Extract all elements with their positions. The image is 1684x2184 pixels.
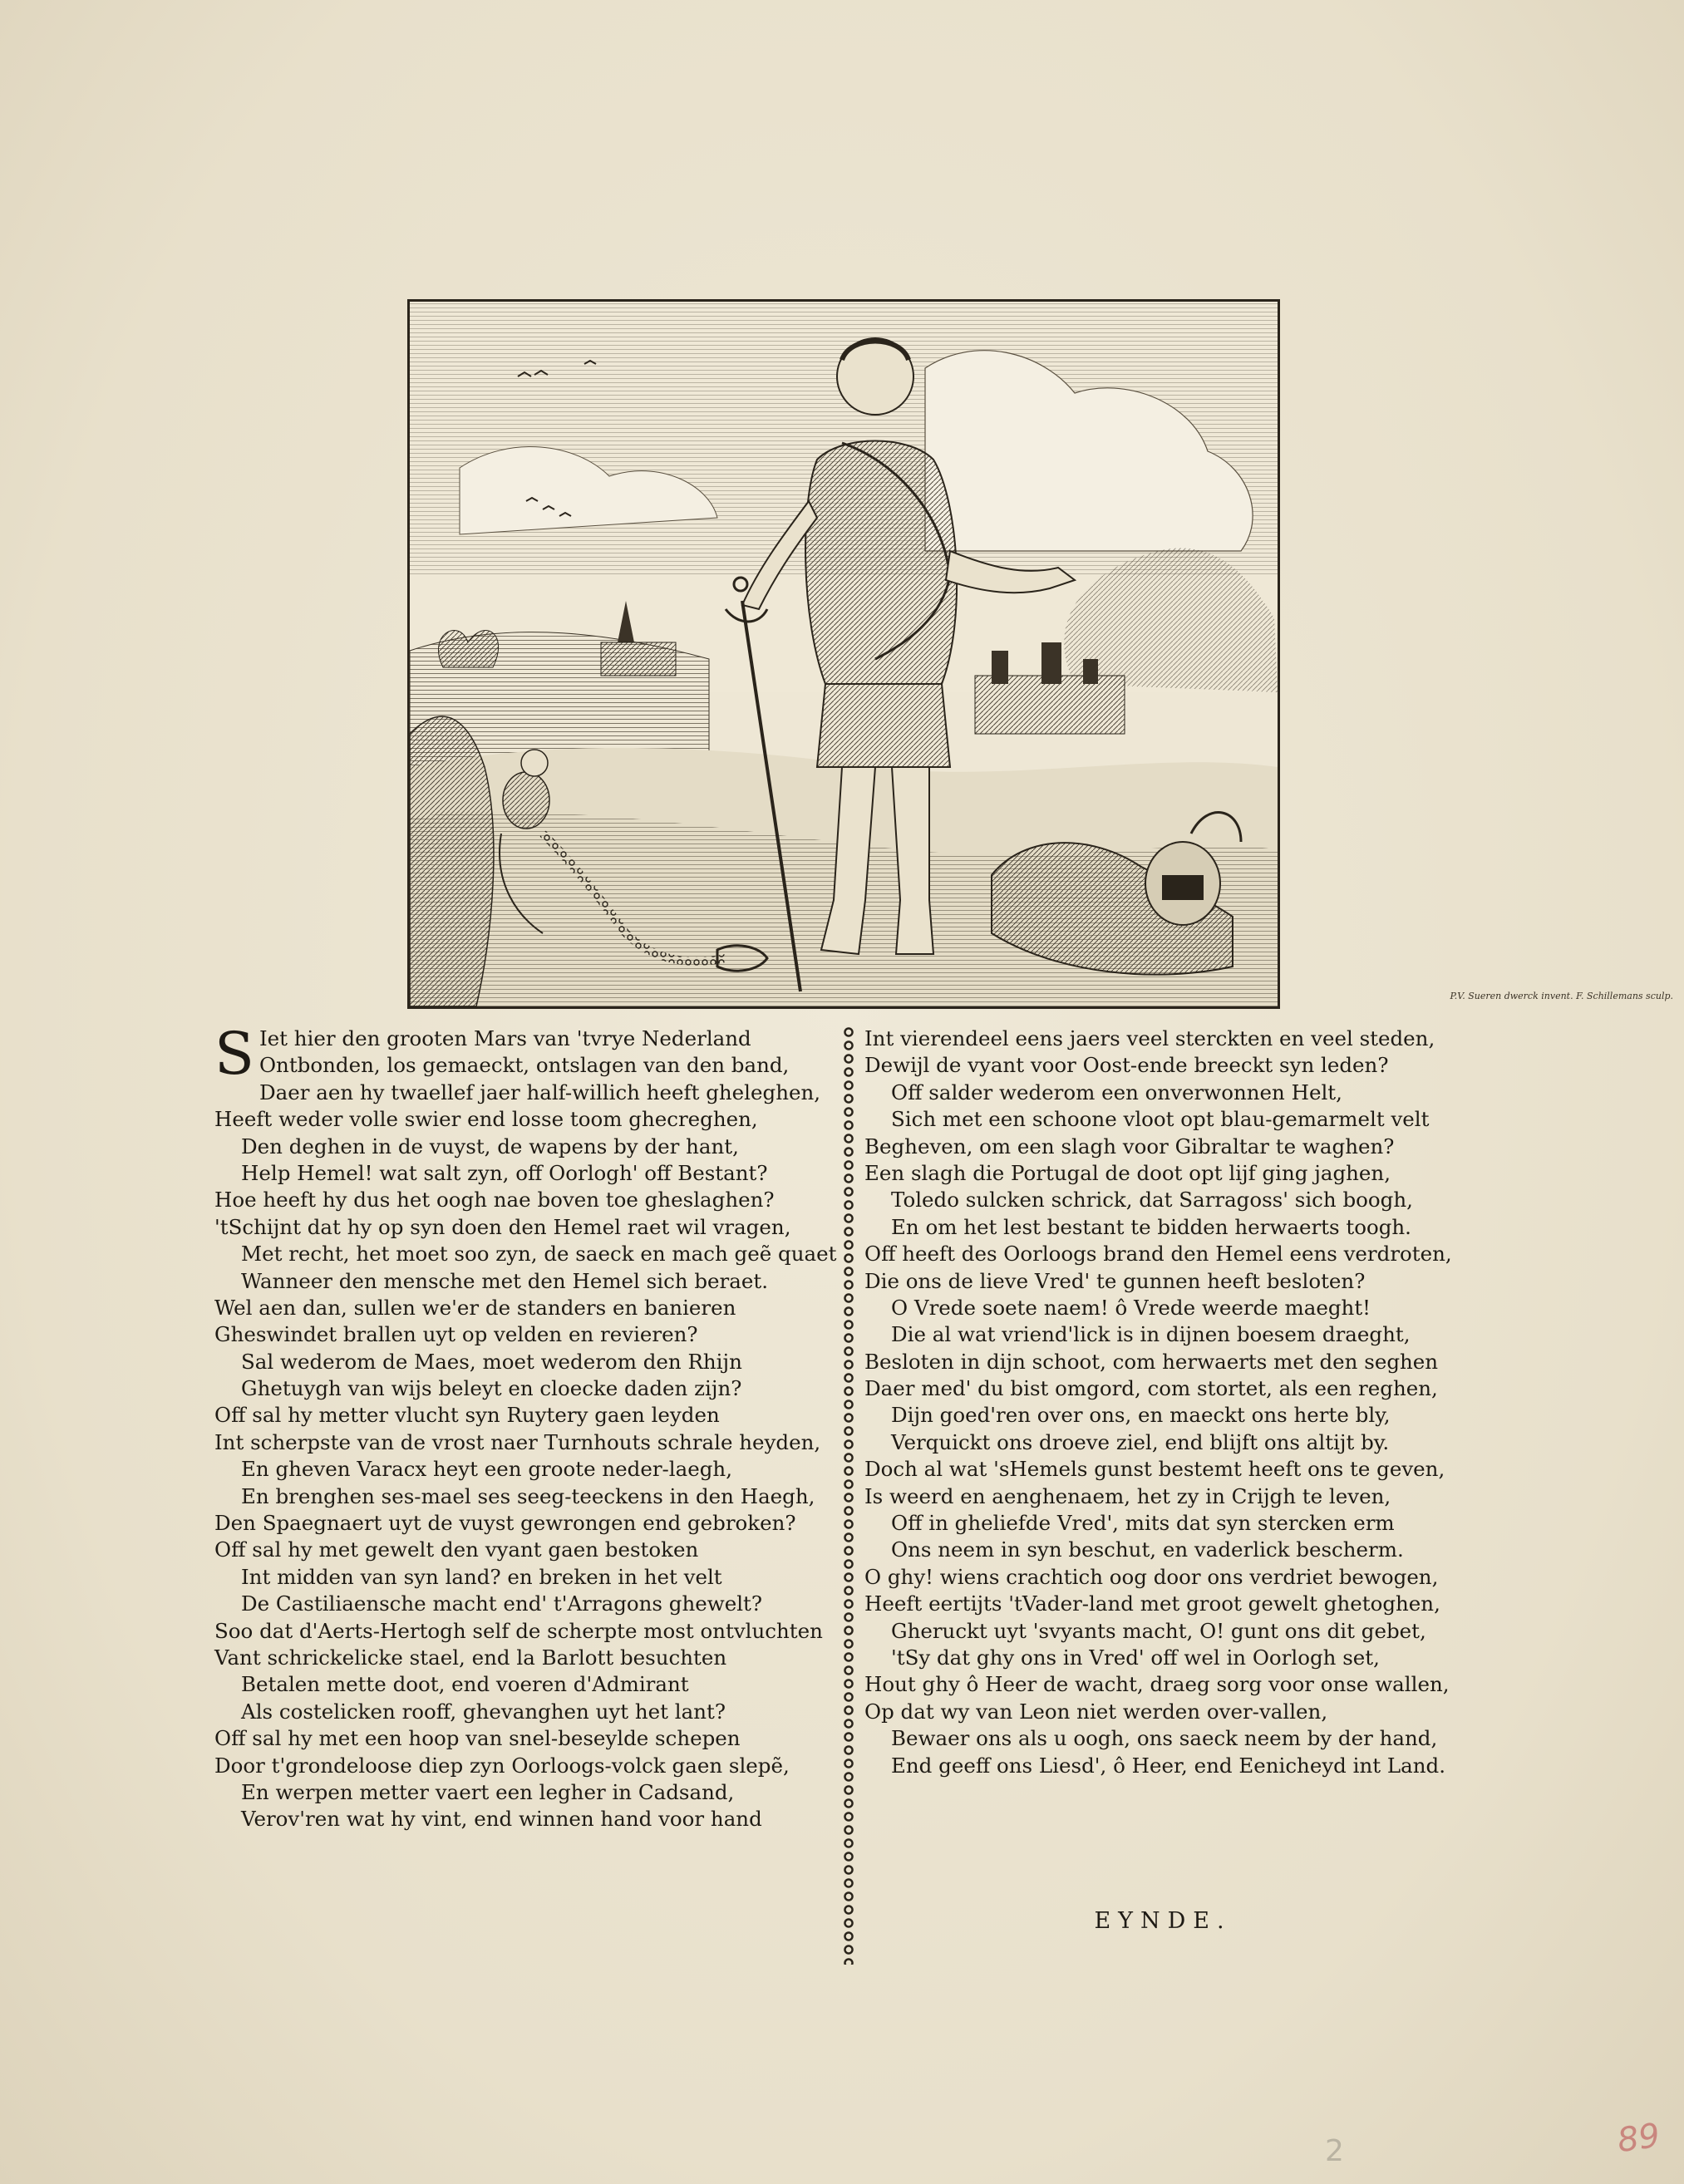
poem-line: [864, 1699, 1488, 1725]
poem-line: [214, 1160, 836, 1187]
poem-line: [864, 1052, 1488, 1079]
poem-line: [864, 1564, 1488, 1591]
poem-line: [214, 1349, 836, 1375]
poem-line: [214, 1321, 836, 1348]
poem-line: [214, 1753, 836, 1779]
poem-line-text: Int scherpste van de vrost naer Turnhouts schrale heyden,: [214, 1429, 821, 1454]
poem-line-text: Doch al wat 'sHemels gunst bestemt heeft ons te geven,: [864, 1457, 1445, 1482]
poem-column-right: [864, 1026, 1488, 1779]
poem-line-text: Off sal hy met een hoop van snel-beseylde schepen: [214, 1726, 741, 1751]
poem-line-text: Besloten in dijn schoot, com herwaerts met den seghen: [864, 1349, 1439, 1374]
poem-line: [864, 1321, 1488, 1348]
poem-line: [864, 1026, 1488, 1052]
poem-line-text: Daer aen hy twaellef jaer half-willich heeft gheleghen,: [259, 1080, 821, 1104]
poem-line: [864, 1214, 1488, 1241]
poem-line: [214, 1671, 836, 1698]
poem-line-text: Den deghen in de vuyst, de wapens by der hant,: [241, 1134, 739, 1158]
poem-line: [864, 1537, 1488, 1563]
poem-line-text: Die ons de lieve Vred' te gunnen heeft besloten?: [864, 1268, 1366, 1293]
poem-line-text: Heeft eertijts 'tVader-land met groot gewelt ghetoghen,: [864, 1591, 1440, 1616]
poem-line: [864, 1456, 1488, 1483]
poem-line: [864, 1591, 1488, 1617]
poem-line: [864, 1080, 1488, 1106]
poem-line-text: Daer med' du bist omgord, com stortet, als een reghen,: [864, 1376, 1438, 1401]
poem-line-text: Gheruckt uyt 'svyants macht, O! gunt ons dit gebet,: [891, 1618, 1426, 1643]
poem-line: [214, 1214, 836, 1241]
poem-line: [214, 1806, 836, 1832]
poem-line-text: Sich met een schoone vloot opt blau-gemarmelt velt: [891, 1107, 1430, 1132]
poem-line-text: Op dat wy van Leon niet werden over-vallen,: [864, 1699, 1328, 1724]
poem-line-text: Hoe heeft hy dus het oogh nae boven toe gheslaghen?: [214, 1188, 775, 1213]
poem-line-text: Begheven, om een slagh voor Gibraltar te waghen?: [864, 1134, 1395, 1158]
poem-line: [864, 1349, 1488, 1375]
poem-line: [864, 1402, 1488, 1429]
poem-line: [214, 1564, 836, 1591]
poem-line: [214, 1106, 836, 1133]
poem-line: [214, 1134, 836, 1160]
poem-line-text: En om het lest bestant te bidden herwaerts toogh.: [891, 1214, 1411, 1239]
poem-line-text: Wel aen dan, sullen we'er de standers en banieren: [214, 1295, 736, 1320]
poem-line-text: O ghy! wiens crachtich oog door ons verdriet bewogen,: [864, 1564, 1439, 1589]
poem-line-text: Vant schrickelicke stael, end la Barlott besuchten: [214, 1645, 727, 1670]
poem-line-text: Help Hemel! wat salt zyn, off Oorlogh' off Bestant?: [241, 1160, 768, 1185]
poem-line-text: Int vierendeel eens jaers veel sterckten en veel steden,: [864, 1026, 1435, 1050]
poem-line-text: En werpen metter vaert een legher in Cadsand,: [241, 1779, 735, 1804]
poem-line-text: En gheven Varacx heyt een groote neder-laegh,: [241, 1457, 733, 1482]
poem-line-text: Hout ghy ô Heer de wacht, draeg sorg voor onse wallen,: [864, 1672, 1450, 1697]
poem-line: [214, 1456, 836, 1483]
poem-line: [214, 1080, 836, 1106]
poem-line-text: Verov'ren wat hy vint, end winnen hand voor hand: [241, 1807, 762, 1832]
engraver-credit: P.V. Sueren dwerck invent. F. Schillemans sculp.: [1450, 991, 1673, 1001]
poem-line-text: Dijn goed'ren over ons, en maeckt ons herte bly,: [891, 1403, 1391, 1428]
poem-ending: EYNDE.: [1094, 1908, 1232, 1934]
poem-line-text: Off sal hy met gewelt den vyant gaen bestoken: [214, 1537, 699, 1562]
poem-line: [214, 1618, 836, 1645]
poem-line-text: Een slagh die Portugal de doot opt lijf ging jaghen,: [864, 1160, 1391, 1185]
drop-capital: S: [214, 1020, 254, 1088]
poem-line-text: Heeft weder volle swier end losse toom ghecreghen,: [214, 1107, 758, 1132]
poem-line: [214, 1241, 836, 1267]
poem-line-text: 'tSchijnt dat hy op syn doen den Hemel raet wil vragen,: [214, 1214, 791, 1239]
poem-line-text: Ontbonden, los gemaeckt, ontslagen van den band,: [259, 1053, 790, 1078]
poem-line: [864, 1483, 1488, 1510]
poem-line: [864, 1134, 1488, 1160]
poem-line: [214, 1699, 836, 1725]
pencil-annotation: 2: [1325, 2134, 1344, 2168]
poem-line-text: Soo dat d'Aerts-Hertogh self de scherpte most ontvluchten: [214, 1618, 823, 1643]
poem-line-text: Bewaer ons als u oogh, ons saeck neem by der hand,: [891, 1726, 1438, 1751]
poem-line-text: O Vrede soete naem! ô Vrede weerde maeght!: [891, 1295, 1371, 1320]
poem-line: [214, 1187, 836, 1213]
poem-line-text: Off in gheliefde Vred', mits dat syn stercken erm: [891, 1511, 1395, 1536]
poem-line-text: Ghetuygh van wijs beleyt en cloecke daden zijn?: [241, 1376, 742, 1401]
poem-line-text: Verquickt ons droeve ziel, end blijft ons altijt by.: [891, 1429, 1390, 1454]
poem-line-text: End geeff ons Liesd', ô Heer, end Eenicheyd int Land.: [891, 1753, 1446, 1778]
poem-line: [864, 1241, 1488, 1267]
poem-line-text: Door t'grondeloose diep zyn Oorloogs-volck gaen slepẽ,: [214, 1753, 790, 1778]
poem-line-text: Is weerd en aenghenaem, het zy in Crijgh te leven,: [864, 1483, 1391, 1508]
poem-line-text: De Castiliaensche macht end' t'Arragons ghewelt?: [241, 1591, 763, 1616]
poem-line: [214, 1645, 836, 1671]
poem-line-text: Sal wederom de Maes, moet wederom den Rhijn: [241, 1349, 742, 1374]
poem-line: [864, 1187, 1488, 1213]
poem-line: [214, 1052, 836, 1079]
poem-line-text: Int midden van syn land? en breken in het velt: [241, 1564, 722, 1589]
poem-line: [864, 1268, 1488, 1295]
poem-line: [864, 1510, 1488, 1537]
poem-line: [214, 1591, 836, 1617]
poem-line: [214, 1402, 836, 1429]
poem-line-text: Als costelicken rooff, ghevanghen uyt het lant?: [241, 1699, 726, 1724]
poem-line-text: Toledo sulcken schrick, dat Sarragoss' sich boogh,: [891, 1188, 1413, 1213]
poem-line-text: Wanneer den mensche met den Hemel sich beraet.: [241, 1268, 768, 1293]
page-number-annotation: 89: [1615, 2116, 1662, 2161]
poem-line: [214, 1510, 836, 1537]
poem-line-text: Die al wat vriend'lick is in dijnen boesem draeght,: [891, 1322, 1411, 1347]
poem-line-text: Met recht, het moet soo zyn, de saeck en mach geẽ quaet: [241, 1242, 837, 1267]
poem-line: [864, 1725, 1488, 1752]
poem-line-text: Off sal hy metter vlucht syn Ruytery gaen leyden: [214, 1403, 720, 1428]
poem-line: [214, 1537, 836, 1563]
poem-line: [214, 1375, 836, 1402]
poem-line: [864, 1375, 1488, 1402]
poem-line-text: Off salder wederom een onverwonnen Helt,: [891, 1080, 1342, 1104]
engraving-art: [410, 302, 1278, 1006]
poem-line: [214, 1779, 836, 1806]
poem-line: [864, 1429, 1488, 1456]
engraving-illustration: [407, 299, 1673, 1009]
poem-line-text: 'tSy dat ghy ons in Vred' off wel in Oorlogh set,: [891, 1645, 1380, 1670]
poem-line-text: En brenghen ses-mael ses seeg-teeckens in den Haegh,: [241, 1483, 815, 1508]
poem-line: [864, 1618, 1488, 1645]
poem-line-text: Den Spaegnaert uyt de vuyst gewrongen end gebroken?: [214, 1511, 796, 1536]
column-divider-ornament: [841, 1026, 856, 1965]
poem-line-text: Gheswindet brallen uyt op velden en revieren?: [214, 1322, 698, 1347]
poem-line: [864, 1295, 1488, 1321]
poem-column-left: [214, 1020, 837, 1833]
poem-line: [214, 1429, 836, 1456]
poem-line: [214, 1295, 836, 1321]
poem-line: [214, 1725, 836, 1752]
poem-line: [864, 1106, 1488, 1133]
poem-line-text: Iet hier den grooten Mars van 'tvrye Nederland: [259, 1026, 751, 1050]
poem-line: [214, 1483, 836, 1510]
poem-line: [214, 1268, 836, 1295]
poem-line-text: Ons neem in syn beschut, en vaderlick bescherm.: [891, 1537, 1404, 1562]
poem-line-text: Betalen mette doot, end voeren d'Admirant: [241, 1672, 689, 1697]
poem-line: [864, 1671, 1488, 1698]
poem-line-text: Dewijl de vyant voor Oost-ende breeckt syn leden?: [864, 1053, 1389, 1078]
poem-line: [864, 1645, 1488, 1671]
poem-line: [864, 1160, 1488, 1187]
poem-line-text: Off heeft des Oorloogs brand den Hemel eens verdroten,: [864, 1242, 1452, 1267]
poem-line: [864, 1753, 1488, 1779]
